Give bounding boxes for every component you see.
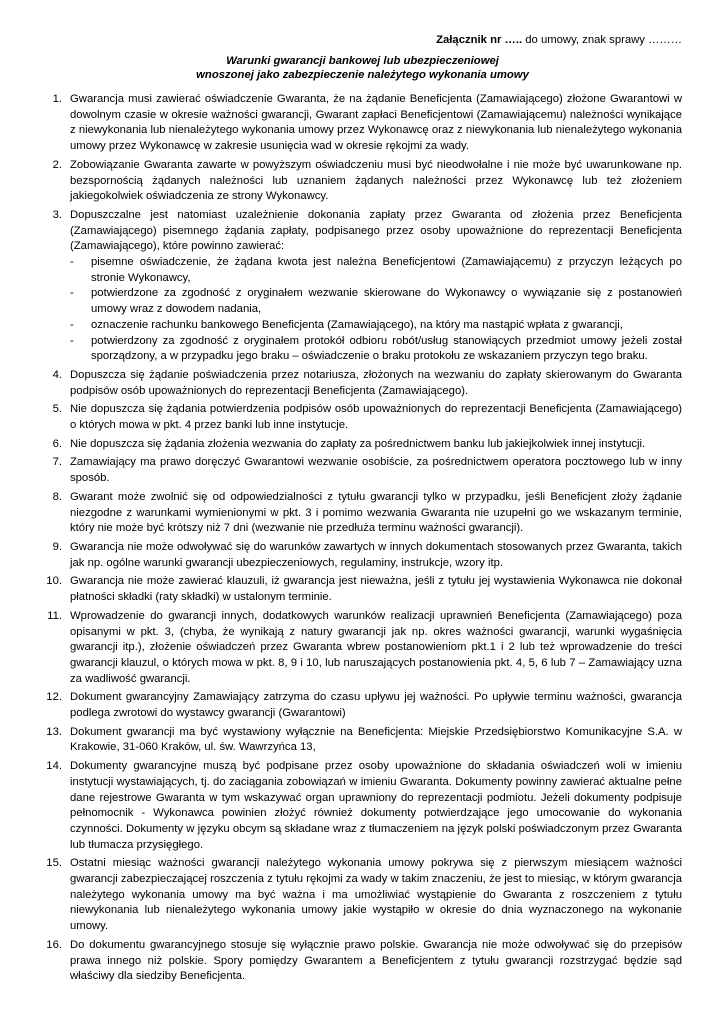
dash-bullet: - [70,287,74,300]
item-number: 14. [46,760,62,773]
item-number: 10. [46,575,62,588]
item-number: 3. [52,208,62,221]
list-item-2 [30,158,682,205]
sub-item [70,318,682,334]
item-text: Gwarancja musi zawierać oświadczenie Gwaranta, że na żądanie Beneficjenta (Zamawiającego) złożone Gwarantowi w dowolnym czasie w okresie ważności gwarancji, Gwarant zapłaci Beneficjentowi (Zamawiającemu) należności wynikające z niewykonania lub nienależytego wykonania umowy przez Wykonawcę oraz z niewykonania lub nienależytego wykonania umowy przez Wykonawcę w zakresie usunięcia wad w okresie rękojmi za wady. [70,93,682,153]
item-text: Dokument gwarancyjny Zamawiający zatrzyma do czasu upływu jej ważności. Po upływie terminu ważności, gwarancja podlega zwrotowi do wystawcy gwarancji (Gwarantowi) [70,691,682,720]
item-text: Nie dopuszcza się żądania potwierdzenia podpisów osób upoważnionych do reprezentacji Beneficjenta (Zamawiającego) o których mowa w pkt. 4 przez banki lub inne instytucje. [70,403,682,432]
sub-item-text: potwierdzony za zgodność z oryginałem protokół odbioru robót/usług stanowiących przedmiot umowy jeżeli został sporządzony, a w przypadku jego braku – oświadczenie o braku protokołu ze wskazaniem przyczyn tego braku. [91,334,682,363]
item-text: Zobowiązanie Gwaranta zawarte w powyższym oświadczeniu musi być nieodwołalne i nie może być uwarunkowane np. bezspornością żądanych należności lub uznaniem żądanych należności przez Wykonawcę lub też złożeniem jakiegokolwiek oświadczenia ze strony Wykonawcy. [70,158,682,203]
item-number: 8. [52,490,62,503]
item-number: 6. [52,437,62,450]
list-item-11 [30,609,682,688]
item-number: 11. [47,609,62,622]
item-text: Dopuszcza się żądanie poświadczenia przez notariusza, złożonych na wezwaniu do zapłaty skierowanym do Gwaranta podpisów osób upoważnionych do reprezentacji Beneficjenta (Zamawiającego). [70,368,682,397]
list-item-3 [30,208,682,365]
item-number: 12. [46,691,62,704]
item-number: 16. [46,938,62,951]
attachment-note [436,33,682,48]
dash-bullet: - [70,334,74,347]
sub-item [70,286,682,317]
list-item-10 [30,574,682,605]
item-number: 5. [52,403,62,416]
sub-item-text: potwierdzone za zgodność z oryginałem wezwanie skierowane do Wykonawcy o wywiązanie się z postanowień umowy wraz z dowodem nadania, [91,287,682,316]
item-number: 1. [52,93,62,105]
item-text: Wprowadzenie do gwarancji innych, dodatkowych warunków realizacji uprawnień Beneficjenta (Zamawiającego) poza opisanymi w pkt. 3, (chyba, że wynikają z natury gwarancji jak np. okres ważności gwarancji, warunki wygaśnięcia gwarancji itp.), złożenie oświadczeń przez Gwaranta wbrew postanowieniom pkt.1 i 2 lub też wprowadzenie do treści gwarancji klauzul, o których mowa w pkt. 8, 9 i 10, lub naruszających postanowienia pkt. 4, 5, 6 lub 7 – Zamawiający uzna za wadliwość gwarancji. [70,609,682,685]
list-item-14 [30,759,682,853]
item-text: Ostatni miesiąc ważności gwarancji należytego wykonania umowy pokrywa się z pierwszym miesiącem ważności gwarancji zabezpieczającej roszczenia z tytułu rękojmi za wady w takim znaczeniu, że jest to miesiąc, w którym gwarancja należytego wykonania umowy ma być ważna i ma umożliwiać wystąpienie do Gwaranta z roszczeniem z tytułu niewykonania lub nienależytego wykonania umowy jakie wystąpiło w okresie do dnia wyznaczonego na wykonanie umowy. [70,857,682,933]
item-text: Gwarancja nie może zawierać klauzuli, iż gwarancja jest nieważna, jeśli z tytułu jej wystawienia Wykonawca nie dokonał płatności składki (raty składki) w ustalonym terminie. [70,575,682,604]
item-text: Do dokumentu gwarancyjnego stosuje się wyłącznie prawo polskie. Gwarancja nie może odwoływać się do przepisów prawa innego niż polskie. Spory pomiędzy Gwarantem a Beneficjentem z tytułu gwarancji rozstrzygać będzie sąd właściwy dla siedziby Beneficjenta. [70,938,682,983]
item-text: Nie dopuszcza się żądania złożenia wezwania do zapłaty za pośrednictwem banku lub jakiejkolwiek innej instytucji. [70,437,646,450]
list-item-12 [30,690,682,721]
sub-item [70,334,682,365]
list-item-13 [30,725,682,756]
list-item-6 [30,437,682,453]
list-item-8 [30,490,682,537]
item-number: 4. [52,368,62,381]
list-item-15 [30,856,682,935]
item-text: Dopuszczalne jest natomiast uzależnienie dokonania zapłaty przez Gwaranta od złożenia przez Beneficjenta (Zamawiającego) pisemnego żądania zapłaty, podpisanego przez osoby upoważnione do reprezentacji Beneficjenta (Zamawiającego), które powinno zawierać: [70,208,682,253]
list-item-5 [30,402,682,433]
item-text: Dokument gwarancji ma być wystawiony wyłącznie na Beneficjenta: Miejskie Przedsiębiorstwo Komunikacyjne S.A. w Krakowie, 31-060 Kraków, ul. św. Wawrzyńca 13, [70,725,682,754]
attachment-tail: do umowy, znak sprawy ……… [522,34,682,46]
item-3-sublist [70,255,682,365]
item-number: 13. [46,725,62,738]
sub-item-text: oznaczenie rachunku bankowego Beneficjenta (Zamawiającego), na który ma nastąpić wpłata z gwarancji, [91,318,623,331]
document-title-line-1: Warunki gwarancji bankowej lub ubezpieczeniowej [226,55,499,67]
attachment-label: Załącznik nr ….. [436,34,523,46]
list-item-16 [30,938,682,985]
dash-bullet: - [70,256,74,269]
sub-item [70,255,682,286]
item-number: 9. [52,540,62,553]
item-number: 2. [52,158,62,171]
item-number: 15. [46,857,62,870]
item-text: Gwarant może zwolnić się od odpowiedzialności z tytułu gwarancji tylko w przypadku, jeśli Beneficjent złoży żądanie niezgodne z warunkami wymienionymi w pkt. 3 i pomimo wezwania Gwaranta nie uzupełni go we wskazanym terminie, który nie może być krótszy niż 7 dni (wezwanie nie przedłuża terminu ważności gwarancji). [70,490,682,535]
item-text: Gwarancja nie może odwoływać się do warunków zawartych w innych dokumentach stosowanych przez Gwaranta, takich jak np. ogólne warunki gwarancji ubezpieczeniowych, regulaminy, instrukcje, wzory itp. [70,540,682,569]
list-item-7 [30,455,682,486]
item-text: Dokumenty gwarancyjne muszą być podpisane przez osoby upoważnione do składania oświadczeń woli w imieniu instytucji wystawiających, tj. do zaciągania zobowiązań w imieniu Gwaranta. Dokumenty powinny zawierać aktualne pełne dane rejestrowe Gwaranta w tym wskazywać organ uprawniony do reprezentacji podmiotu. Jeżeli dokumenty podpisuje pełnomocnik - Wykonawca powinien złożyć również dokumenty potwierdzające jego umocowanie do wykonania czynności. Dokumenty w języku obcym są składane wraz z tłumaczeniem na język polski poświadczonym przez Gwaranta lub tłumacza przysięgłego. [70,760,682,851]
list-item-9 [30,540,682,571]
sub-item-text: pisemne oświadczenie, że żądana kwota jest należna Beneficjentowi (Zamawiającemu) z przyczyn leżących po stronie Wykonawcy, [91,256,682,284]
document-title-line-2: wnoszonej jako zabezpieczenie należytego wykonania umowy [196,69,529,81]
conditions-list [30,92,682,988]
list-item-4 [30,368,682,399]
item-text: Zamawiający ma prawo doręczyć Gwarantowi wezwanie osobiście, za pośrednictwem operatora pocztowego lub w inny sposób. [70,456,682,485]
list-item-1 [30,92,682,155]
item-number: 7. [52,456,62,469]
dash-bullet: - [70,318,74,331]
